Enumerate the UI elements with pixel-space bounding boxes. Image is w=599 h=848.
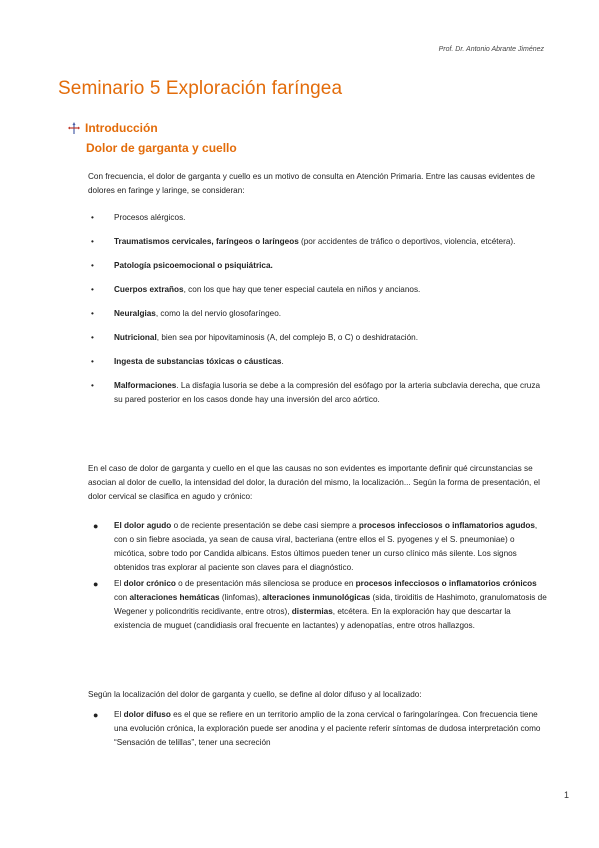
section-subheading: Dolor de garganta y cuello	[86, 141, 237, 155]
list-item: • Traumatismos cervicales, faríngeos o laríngeos (por accidentes de tráfico o deportivos, violencia, etcétera).	[88, 235, 548, 249]
list-item: • Malformaciones. La disfagia lusoria se debe a la compresión del esófago por la arteria subclavia derecha, que cruza su pared posterior en los casos donde hay una inversión del arco aórtico.	[91, 381, 540, 404]
list-item-chronic: ● El dolor crónico o de presentación más silenciosa se produce en procesos infecciosos o inflamatorios crónicos con alteraciones hemáticas (linfomas), alteraciones inmunológicas (sida, tiroiditis de Hashimoto, granulomatosis de Wegener y policondritis recidivante, entre otros), distermias, etcétera. En la exploración hay que descartar la existencia de muguet (candidiasis oral frecuente en lactantes) y adenopatías, entre otros hallazgos.	[93, 579, 547, 630]
section-heading-row	[68, 121, 158, 135]
bullet-icon: •	[91, 261, 94, 270]
bullet-icon: •	[91, 357, 94, 366]
localization-paragraph: Según la localización del dolor de garganta y cuello, se define al dolor difuso y al localizado:	[88, 690, 422, 699]
list-item: • Nutricional, bien sea por hipovitaminosis (A, del complejo B, o C) o deshidratación.	[88, 331, 548, 345]
list-item-diffuse: ● El dolor difuso es el que se refiere en un territorio amplio de la zona cervical o faringolaríngea. Con frecuencia tiene una evolución crónica, la exploración puede ser anodina y el paciente referir síntomas de dudosa interpretación como “Sensación de telillas”, tener una secreción	[93, 710, 541, 747]
list-item: • Procesos alérgicos.	[88, 211, 548, 225]
intro-paragraph: Con frecuencia, el dolor de garganta y cuello es un motivo de consulta en Atención Primaria. Entre las causas evidentes de dolores en faringe y laringe, se consideran:	[88, 172, 535, 195]
bullet-icon: •	[91, 309, 94, 318]
list-item: • Patología psicoemocional o psiquiátrica.	[88, 259, 548, 273]
list-item: • Neuralgias, como la del nervio glosofaríngeo.	[88, 307, 548, 321]
header-author: Prof. Dr. Antonio Abrante Jiménez	[438, 46, 544, 53]
bullet-icon: ●	[93, 710, 99, 720]
classification-paragraph: En el caso de dolor de garganta y cuello en el que las causas no son evidentes es importante definir qué circunstancias se asocian al dolor de cuello, la intensidad del dolor, la duración del mismo, la localización... Según la forma de presentación, el dolor cervical se clasifica en agudo y crónico:	[88, 464, 540, 501]
section-heading: Introducción	[85, 121, 158, 135]
bullet-icon: ●	[93, 579, 99, 589]
page-title: Seminario 5 Exploración faríngea	[58, 78, 343, 99]
cross-arrow-icon	[68, 122, 80, 134]
list-item: • Cuerpos extraños, con los que hay que tener especial cautela en niños y ancianos.	[88, 283, 548, 297]
localization-list	[88, 708, 548, 750]
pain-type-list	[88, 519, 548, 633]
list-item: • Ingesta de substancias tóxicas o cáusticas.	[88, 355, 548, 369]
bullet-icon: •	[91, 213, 94, 222]
bullet-icon: •	[91, 333, 94, 342]
bullet-icon: •	[91, 285, 94, 294]
bullet-icon: •	[91, 237, 94, 246]
list-item-acute: ● El dolor agudo o de reciente presentación se debe casi siempre a procesos infecciosos o inflamatorios agudos, con o sin fiebre asociada, ya sean de causa viral, bacteriana (entre ellos el S. pyogenes y el S. pneumoniae) o micótica, sobre todo por Candida albicans. Estos últimos pueden tener un curso clínico más silente. Los signos obtenidos tras explorar al paciente son claves para el diagnóstico.	[93, 521, 538, 572]
causes-list	[88, 211, 548, 407]
page-number: 1	[563, 790, 569, 800]
bullet-icon: •	[91, 381, 94, 390]
bullet-icon: ●	[93, 521, 99, 531]
